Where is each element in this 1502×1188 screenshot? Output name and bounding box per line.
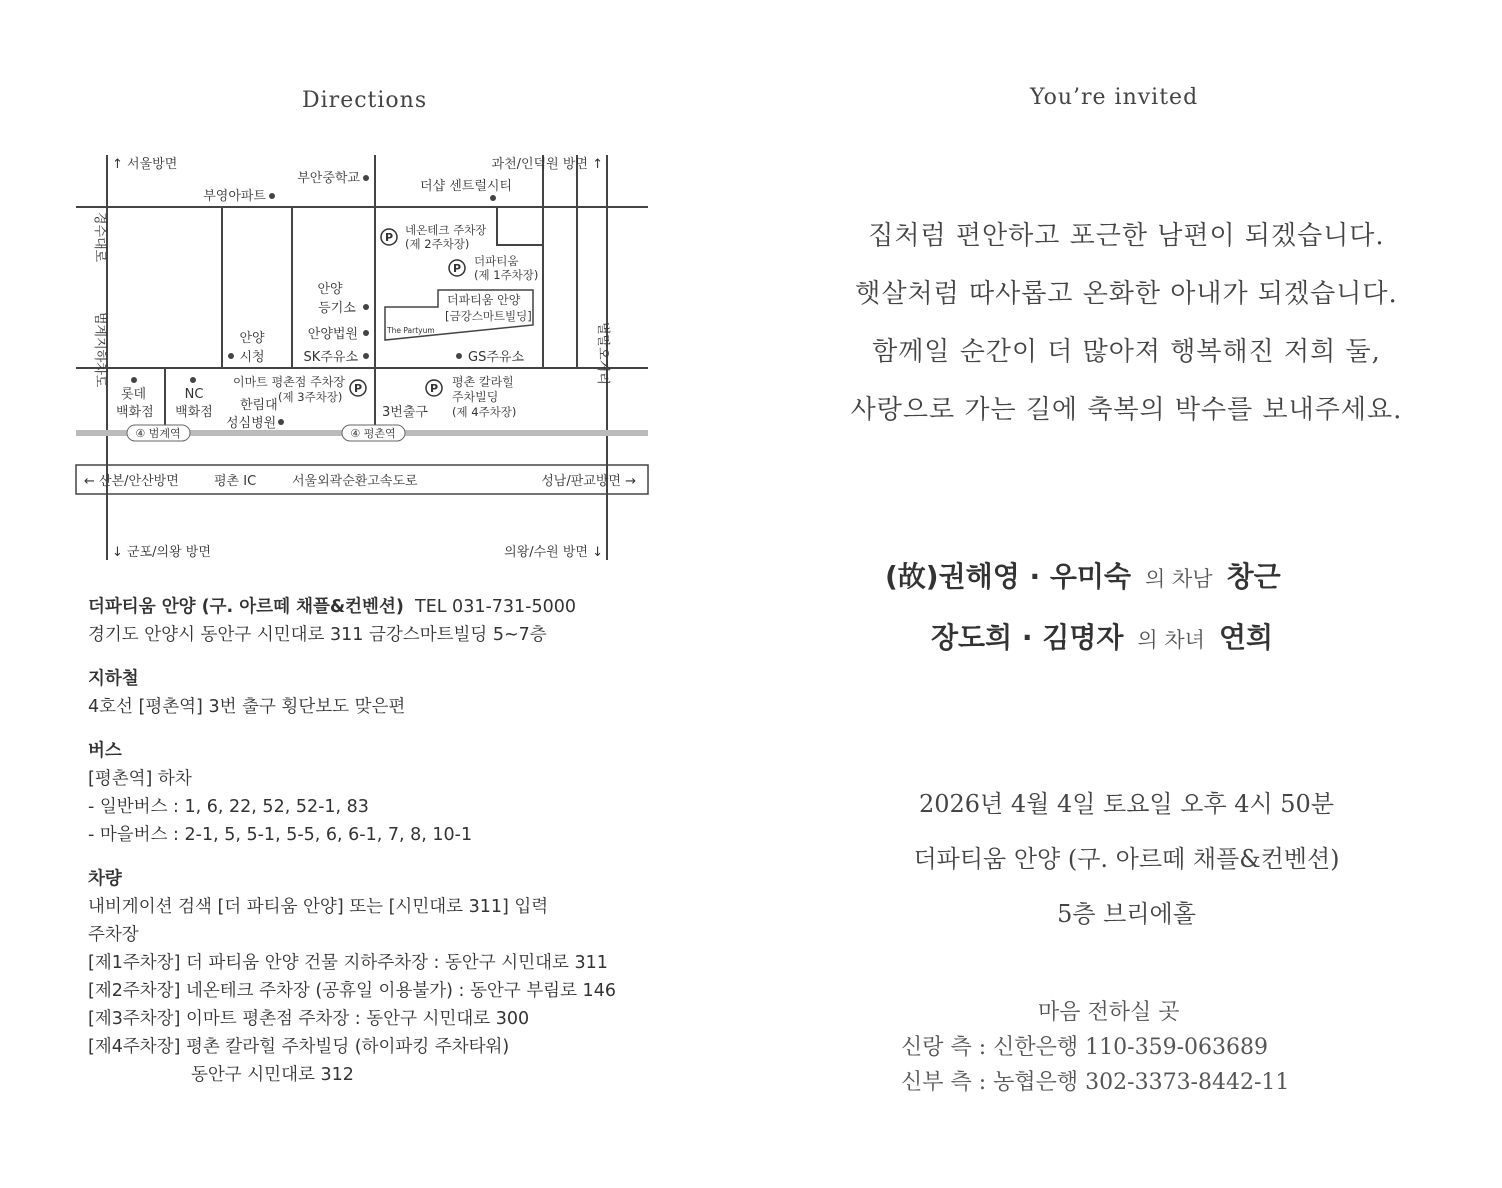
label-neontech-parking: 네온테크 주차장	[405, 223, 487, 237]
parking-4-address: 동안구 시민대로 312	[191, 1065, 354, 1085]
parking-2: [제2주차장] 네온테크 주차장 (공휴일 이용불가) : 동안구 부림로 146	[88, 981, 616, 1001]
venue-name: 더파티움 안양 (구. 아르떼 채플&컨벤션)	[88, 597, 404, 617]
car-title: 차량	[88, 869, 122, 889]
message-line: 햇살처럼 따사롭고 온화한 아내가 되겠습니다.	[855, 279, 1398, 309]
accounts-title: 마음 전하실 곳	[1038, 1000, 1180, 1025]
label-gyeongsu-road: 경수대로	[92, 212, 107, 263]
label-seongnam-dir: 성남/판교방면 →	[541, 474, 636, 489]
bus-village: - 마을버스 : 2-1, 5, 5-1, 5-5, 6, 6-1, 7, 8, 10-1	[88, 825, 473, 845]
map-dot-lotte	[131, 377, 137, 383]
car-navi: 내비게이션 검색 [더 파티움 안양] 또는 [시민대로 311] 입력	[88, 897, 549, 917]
label-cityhall-2: 시청	[239, 350, 265, 365]
message-line: 집처럼 편안하고 포근한 남편이 되겠습니다.	[868, 221, 1385, 251]
label-partium-logo: The Partyum	[387, 326, 435, 335]
label-cityhall-1: 안양	[239, 331, 265, 346]
label-partium-building: [금강스마트빌딩]	[445, 309, 532, 323]
map-dot-court	[363, 330, 369, 336]
map-dot-sk	[363, 353, 369, 359]
label-anyang-court: 안양법원	[307, 327, 358, 342]
invitation-panel	[751, 0, 1502, 1188]
map-dot-nc	[190, 377, 196, 383]
label-exit3: 3번출구	[382, 405, 428, 420]
parking-symbol: P	[452, 262, 462, 275]
label-gwacheon-dir: 과천/인덕원 방면 ↑	[491, 157, 603, 172]
label-sanbon-dir: ← 산본/안산방면	[84, 474, 179, 489]
bus-title: 버스	[88, 741, 122, 761]
parking-3: [제3주차장] 이마트 평촌점 주차장 : 동안구 시민대로 300	[88, 1009, 530, 1029]
bride-account: 신부 측 : 농협은행 302-3373-8442-11	[901, 1070, 1290, 1095]
label-the-shop: 더샵 센트럴시티	[420, 179, 513, 194]
parking-symbol: P	[353, 382, 363, 395]
parking-1: [제1주차장] 더 파티움 안양 건물 지하주차장 : 동안구 시민대로 311	[88, 953, 608, 973]
label-lotte-1: 롯데	[121, 387, 147, 402]
map-dot-registry	[363, 304, 369, 310]
bride-row	[931, 616, 1273, 656]
map-dot-cityhall	[228, 353, 234, 359]
label-gunpo-dir: ↓ 군포/의왕 방면	[112, 545, 211, 560]
bride-parents: 장도희 · 김명자	[931, 621, 1124, 654]
groom-relation: 의 차남	[1145, 567, 1213, 591]
invited-heading: You’re invited	[1030, 85, 1199, 110]
label-gs-station: GS주유소	[468, 350, 524, 365]
label-registry-2: 등기소	[318, 301, 356, 316]
map-dot-buan	[363, 175, 369, 181]
label-neontech-parking-no: (제 2주차장)	[405, 237, 470, 251]
bride-name: 연희	[1218, 621, 1274, 654]
bus-stop: [평촌역] 하차	[88, 769, 192, 789]
label-buan-school: 부안중학교	[297, 171, 360, 186]
event-datetime: 2026년 4월 4일 토요일 오후 4시 50분	[918, 790, 1335, 818]
bride-relation: 의 차녀	[1137, 628, 1205, 652]
label-beomgye-underpass: 범계지하차도	[92, 312, 107, 388]
parking-symbol: P	[429, 382, 439, 395]
groom-parents: (故)권해영 · 우미숙	[885, 560, 1132, 593]
label-hallym-1: 한림대	[240, 398, 278, 413]
bus-regular: - 일반버스 : 1, 6, 22, 52, 52-1, 83	[88, 797, 369, 817]
label-beomgye-station: ④ 범계역	[135, 427, 181, 440]
event-venue: 더파티움 안양 (구. 아르떼 채플&컨벤션)	[913, 845, 1340, 873]
label-registry-1: 안양	[317, 282, 343, 297]
map-dot-gs	[456, 353, 462, 359]
label-partium-parking: 더파티움	[474, 254, 519, 268]
subway-line-info: 4호선 [평촌역] 3번 출구 횡단보도 맞은편	[88, 697, 406, 717]
label-ring-expressway: 서울외곽순환고속도로	[292, 474, 418, 489]
directions-heading: Directions	[302, 88, 428, 113]
label-sk-station: SK주유소	[303, 350, 358, 365]
message-line: 함께일 순간이 더 많아져 행복해진 저희 둘,	[872, 337, 1381, 367]
subway-title: 지하철	[88, 669, 139, 689]
label-calahill-1: 평촌 칼라힐	[452, 375, 514, 389]
label-nc-2: 백화점	[175, 405, 213, 420]
directions-map	[0, 0, 751, 580]
label-hallym-2: 성심병원	[226, 416, 277, 431]
groom-account: 신랑 측 : 신한은행 110-359-063689	[901, 1035, 1268, 1060]
label-calahill-3: (제 4주차장)	[452, 405, 517, 419]
map-dot-theshop	[490, 195, 496, 201]
parking-symbol: P	[384, 231, 394, 244]
venue-tel: TEL 031-731-5000	[415, 597, 577, 617]
label-partium-anyang: 더파티움 안양	[447, 293, 521, 307]
label-seoul-dir: ↑ 서울방면	[112, 157, 178, 172]
message-line: 사랑으로 가는 길에 축복의 박수를 보내주세요.	[850, 395, 1403, 425]
label-uiwang-dir: 의왕/수원 방면 ↓	[504, 545, 603, 560]
groom-name: 창근	[1226, 560, 1281, 593]
label-buyoung-apt: 부영아파트	[203, 189, 266, 204]
label-partium-parking-no: (제 1주차장)	[474, 268, 539, 282]
map-dot-hallym	[278, 419, 284, 425]
parking-title: 주차장	[88, 925, 139, 945]
event-hall: 5층 브리에홀	[1057, 900, 1196, 928]
venue-address: 경기도 안양시 동안구 시민대로 311 금강스마트빌딩 5~7층	[88, 625, 547, 645]
label-lotte-2: 백화점	[116, 405, 154, 420]
map-dot-buyoung	[269, 193, 275, 199]
label-calahill-2: 주차빌딩	[452, 390, 499, 404]
parking-4: [제4주차장] 평촌 칼라힐 주차빌딩 (하이파킹 주차타워)	[88, 1037, 510, 1057]
label-pyeongchon-station: ④ 평촌역	[350, 427, 396, 440]
invitation-message	[751, 207, 1502, 439]
map-roads	[76, 155, 648, 560]
label-emart-parking: 이마트 평촌점 주차장	[233, 375, 345, 389]
groom-row	[885, 555, 1281, 595]
label-pyeongchon-ic: 평촌 IC	[214, 474, 257, 489]
venue-info	[88, 593, 616, 1105]
label-nc-1: NC	[184, 387, 204, 402]
label-emart-parking-no: (제 3주차장)	[278, 390, 343, 404]
label-byeolmyang-junction: 별말오거리	[595, 322, 610, 385]
